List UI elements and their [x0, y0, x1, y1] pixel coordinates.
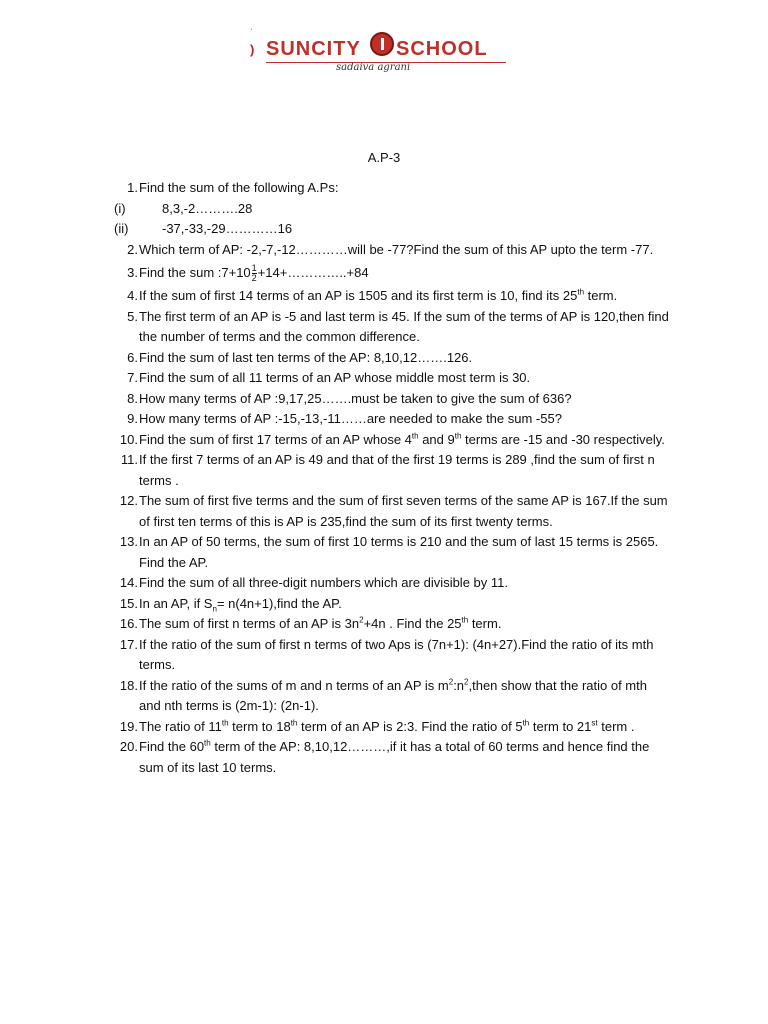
question-text-part: terms are -15 and -30 respectively.	[461, 431, 665, 447]
question-19	[112, 717, 672, 738]
fraction-numerator: 1	[251, 263, 257, 274]
question-text	[139, 614, 672, 635]
question-text	[139, 594, 672, 615]
question-text-part: Find the 60	[139, 739, 205, 754]
question-text-part: +4n . Find the 25	[363, 616, 462, 631]
superscript: th	[290, 718, 298, 728]
question-text-part: :n	[453, 677, 465, 693]
question-4	[112, 286, 672, 307]
question-text	[139, 430, 672, 451]
superscript: th	[221, 718, 229, 728]
question-text	[139, 286, 672, 307]
question-text-part: = n(4n+1),find the AP.	[216, 595, 342, 611]
question-text: In an AP of 50 terms, the sum of first 10 terms is 210 and the sum of last 15 terms is 2565. Find the AP.	[139, 534, 659, 570]
question-text-part: and 9	[418, 431, 455, 447]
question-text-part: term of an AP is 2:3. Find the ratio of 5	[297, 718, 523, 734]
logo-left-mark: )	[250, 42, 255, 57]
question-text: The first term of an AP is -5 and last term is 45. If the sum of the terms of AP is 120,then find the number of terms and the common difference.	[139, 308, 669, 344]
question-text	[139, 717, 672, 738]
question-text-part: Find the sum of first 17 terms of an AP whose 4	[139, 431, 412, 447]
question-2	[112, 240, 672, 261]
question-number: 10.	[119, 431, 138, 447]
question-number: 2.	[127, 241, 138, 257]
question-number: (i)	[114, 200, 126, 216]
question-text-part: term .	[597, 718, 635, 734]
question-text: If the first 7 terms of an AP is 49 and that of the first 19 terms is 289 ,find the sum of first n terms .	[139, 452, 655, 488]
worksheet-title: A.P-3	[367, 150, 401, 165]
question-text-part: The sum of first n terms of an AP is 3n	[139, 616, 360, 631]
superscript: th	[461, 615, 469, 625]
question-number: 16.	[119, 616, 138, 631]
question-17	[112, 635, 672, 676]
superscript: st	[591, 718, 598, 728]
superscript: th	[577, 287, 585, 297]
question-11	[112, 450, 672, 491]
question-number: 13.	[119, 534, 138, 549]
question-text: Find the sum of all 11 terms of an AP whose middle most term is 30.	[139, 370, 531, 385]
question-text: Find the sum of all three-digit numbers which are divisible by 11.	[139, 575, 508, 590]
question-text-part: term to 18	[228, 718, 291, 734]
question-20	[112, 737, 672, 778]
question-number: (ii)	[114, 221, 129, 236]
superscript: th	[411, 431, 419, 441]
question-text: If the ratio of the sum of first n terms of two Aps is (7n+1): (4n+27).Find the ratio of its mth terms.	[139, 636, 654, 672]
question-text: Which term of AP: -2,-7,-12…………will be -77?Find the sum of this AP upto the term -77.	[139, 241, 654, 257]
question-number: 19.	[119, 718, 138, 734]
superscript: th	[454, 431, 462, 441]
question-16	[112, 614, 672, 635]
question-12	[112, 491, 672, 532]
question-number: 8.	[127, 390, 138, 406]
superscript: 2	[464, 677, 469, 687]
question-text-part: term of the AP: 8,10,12………,if it has a total of 60 terms and hence find the sum of its last 10 terms.	[139, 739, 650, 775]
question-number: 15.	[119, 595, 138, 611]
question-number: 3.	[127, 265, 138, 280]
question-text-part: In an AP, if S	[139, 595, 213, 611]
question-text	[139, 260, 672, 286]
question-number: 5.	[127, 308, 138, 324]
question-number: 6.	[127, 349, 138, 365]
question-text: Find the sum of last ten terms of the AP: 8,10,12…….126.	[139, 349, 473, 365]
logo-brand-right: SCHOOL	[396, 38, 488, 60]
question-15	[112, 594, 672, 615]
question-8	[112, 389, 672, 410]
question-text: 8,3,-2……….28	[162, 200, 253, 216]
question-text-part: term to 21	[529, 718, 592, 734]
logo-tick-mark: ˊ	[250, 28, 253, 37]
question-number: 9.	[127, 411, 138, 426]
question-text-part: term.	[468, 616, 502, 631]
question-6	[112, 348, 672, 369]
question-number: 4.	[127, 288, 138, 303]
question-number: 17.	[119, 636, 138, 652]
question-text	[139, 737, 672, 778]
superscript: 2	[448, 677, 454, 687]
question-text: How many terms of AP :-15,-13,-11……are needed to make the sum -55?	[139, 411, 562, 426]
question-5	[112, 307, 672, 348]
question-3	[112, 260, 672, 286]
question-list	[112, 178, 672, 778]
question-text	[139, 676, 672, 717]
question-1-i	[112, 199, 672, 220]
superscript: 2	[359, 615, 364, 625]
subscript: n	[212, 604, 217, 614]
question-text-part: +14+…………..+84	[257, 265, 369, 280]
question-text: The sum of first five terms and the sum of first seven terms of the same AP is 167.If the sum of first ten terms of this is AP is 235,find the sum of its first twenty terms.	[139, 493, 668, 529]
fraction-denominator: 2	[251, 273, 257, 284]
question-text: -37,-33,-29…………16	[162, 221, 293, 236]
question-number: 18.	[119, 677, 138, 693]
superscript: th	[522, 718, 530, 728]
question-7	[112, 368, 672, 389]
question-text-part: ,then show that the ratio of mth and nth terms is (2m-1): (2n-1).	[139, 677, 647, 713]
question-text-part: If the ratio of the sums of m and n terms of an AP is m	[139, 677, 449, 693]
question-1	[112, 178, 672, 199]
question-number: 1.	[127, 180, 138, 195]
superscript: th	[204, 738, 211, 748]
question-number: 14.	[119, 575, 138, 590]
question-14	[112, 573, 672, 594]
question-text-part: The ratio of 11	[139, 718, 222, 734]
question-number: 7.	[127, 370, 138, 385]
logo-tagline: sadaiva agrani	[336, 62, 411, 73]
fraction-half	[252, 264, 257, 283]
question-1-ii	[112, 219, 672, 240]
question-9	[112, 409, 672, 430]
question-18	[112, 676, 672, 717]
question-text-part: Find the sum :7+10	[139, 265, 251, 280]
question-text: Find the sum of the following A.Ps:	[139, 180, 339, 195]
question-text: How many terms of AP :9,17,25…….must be taken to give the sum of 636?	[139, 390, 572, 406]
question-number: 20.	[119, 739, 138, 754]
question-10	[112, 430, 672, 451]
logo-emblem-icon	[370, 32, 394, 56]
school-logo	[250, 28, 510, 78]
question-number: 11.	[120, 452, 138, 467]
question-text-part: If the sum of first 14 terms of an AP is 1505 and its first term is 10, find its 25	[139, 288, 578, 303]
question-number: 12.	[119, 493, 138, 508]
question-text-part: term.	[584, 288, 618, 303]
logo-brand-left: SUNCITY	[266, 38, 361, 60]
question-13	[112, 532, 672, 573]
